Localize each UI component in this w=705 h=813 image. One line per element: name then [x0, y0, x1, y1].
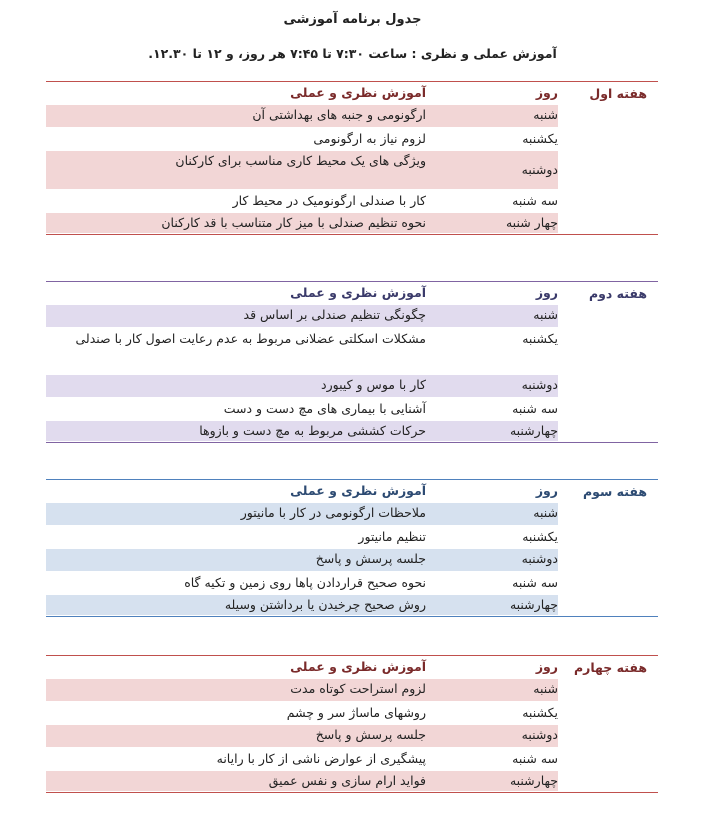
row-day: دوشنبه: [521, 551, 558, 566]
row-topic: تنظیم مانیتور: [358, 529, 426, 544]
row-topic: مشکلات اسکلتی عضلانی مربوط به عدم رعایت اصول کار با صندلی: [75, 331, 426, 346]
table-row: [46, 678, 658, 702]
row-topic: نحوه صحیح قراردادن پاها روی زمین و تکیه گاه: [184, 575, 426, 590]
row-topic: آشنایی با بیماری های مچ دست و دست: [223, 401, 426, 416]
row-day: سه شنبه: [512, 575, 558, 590]
row-day: دوشنبه: [521, 727, 558, 742]
table-row: [46, 594, 658, 617]
row-topic: کار با صندلی ارگونومیک در محیط کار: [232, 193, 426, 208]
row-day: دوشنبه: [521, 377, 558, 392]
row-topic: ارگونومی و جنبه های بهداشتی آن: [252, 107, 426, 122]
table-row: [46, 104, 658, 128]
row-topic: ویژگی های یک محیط کاری مناسب برای کارکنان: [175, 153, 426, 168]
header-day: روز: [535, 483, 558, 498]
week-1-table: [46, 81, 658, 235]
table-row: [46, 572, 658, 594]
header-day: روز: [535, 659, 558, 674]
table-row: [46, 702, 658, 724]
table-row: [46, 150, 658, 190]
row-topic: فواید ارام سازی و نفس عمیق: [268, 773, 426, 788]
header-topic: آموزش نظری و عملی: [290, 85, 426, 100]
row-day: شنبه: [533, 681, 558, 696]
table-row: [46, 128, 658, 150]
table-row: [46, 724, 658, 748]
row-day: چهارشنبه: [509, 423, 558, 438]
table-header: [46, 281, 658, 304]
row-topic: پیشگیری از عوارض ناشی از کار با رایانه: [216, 751, 426, 766]
week-2-label: هفته دوم: [588, 286, 647, 301]
table-row: [46, 526, 658, 548]
header-topic: آموزش نظری و عملی: [290, 659, 426, 674]
header-topic: آموزش نظری و عملی: [290, 483, 426, 498]
table-row: [46, 502, 658, 526]
row-day: سه شنبه: [512, 401, 558, 416]
table-row: [46, 212, 658, 235]
row-day: سه شنبه: [512, 751, 558, 766]
table-row: [46, 398, 658, 420]
row-topic: جلسه پرسش و پاسخ: [315, 551, 426, 566]
table-row: [46, 304, 658, 328]
row-topic: لزوم نیاز به ارگونومی: [313, 131, 426, 146]
row-day: چهار شنبه: [505, 215, 558, 230]
table-row: [46, 190, 658, 212]
row-topic: نحوه تنظیم صندلی با میز کار متناسب با قد کارکنان: [161, 215, 426, 230]
week-4-table: [46, 655, 658, 793]
week-1-label: هفته اول: [589, 86, 647, 101]
row-topic: کار با موس و کیبورد: [321, 377, 426, 392]
row-topic: ملاحظات ارگونومی در کار با مانیتور: [240, 505, 426, 520]
row-day: دوشنبه: [521, 162, 558, 177]
row-topic: چگونگی تنظیم صندلی بر اساس قد: [243, 307, 426, 322]
table-header: [46, 655, 658, 678]
page-title: جدول برنامه آموزشی: [283, 12, 422, 27]
row-topic: جلسه پرسش و پاسخ: [315, 727, 426, 742]
row-topic: روش صحیح چرخیدن یا برداشتن وسیله: [224, 597, 426, 612]
row-day: سه شنبه: [512, 193, 558, 208]
table-row: [46, 328, 658, 374]
row-day: یکشنبه: [522, 331, 558, 346]
week-3-table: [46, 479, 658, 617]
table-row: [46, 748, 658, 770]
table-row: [46, 420, 658, 443]
row-day: یکشنبه: [522, 705, 558, 720]
row-topic: حرکات کششی مربوط به مچ دست و بازوها: [199, 423, 426, 438]
row-topic: روشهای ماساژ سر و چشم: [286, 705, 426, 720]
header-day: روز: [535, 85, 558, 100]
header-day: روز: [535, 285, 558, 300]
header-topic: آموزش نظری و عملی: [290, 285, 426, 300]
row-topic: لزوم استراحت کوتاه مدت: [290, 681, 426, 696]
row-day: شنبه: [533, 307, 558, 322]
row-day: چهارشنبه: [509, 773, 558, 788]
table-header: [46, 81, 658, 104]
row-day: یکشنبه: [522, 529, 558, 544]
row-day: شنبه: [533, 107, 558, 122]
table-row: [46, 770, 658, 793]
week-3-label: هفته سوم: [583, 484, 647, 499]
page-subtitle: آموزش عملی و نظری : ساعت ۷:۳۰ تا ۷:۴۵ هر روز، و ۱۲ تا ۱۲.۳۰.: [148, 46, 557, 61]
row-day: شنبه: [533, 505, 558, 520]
row-day: یکشنبه: [522, 131, 558, 146]
week-4-label: هفته چهارم: [573, 660, 647, 675]
table-row: [46, 548, 658, 572]
table-row: [46, 374, 658, 398]
table-header: [46, 479, 658, 502]
row-day: چهارشنبه: [509, 597, 558, 612]
week-2-table: [46, 281, 658, 443]
